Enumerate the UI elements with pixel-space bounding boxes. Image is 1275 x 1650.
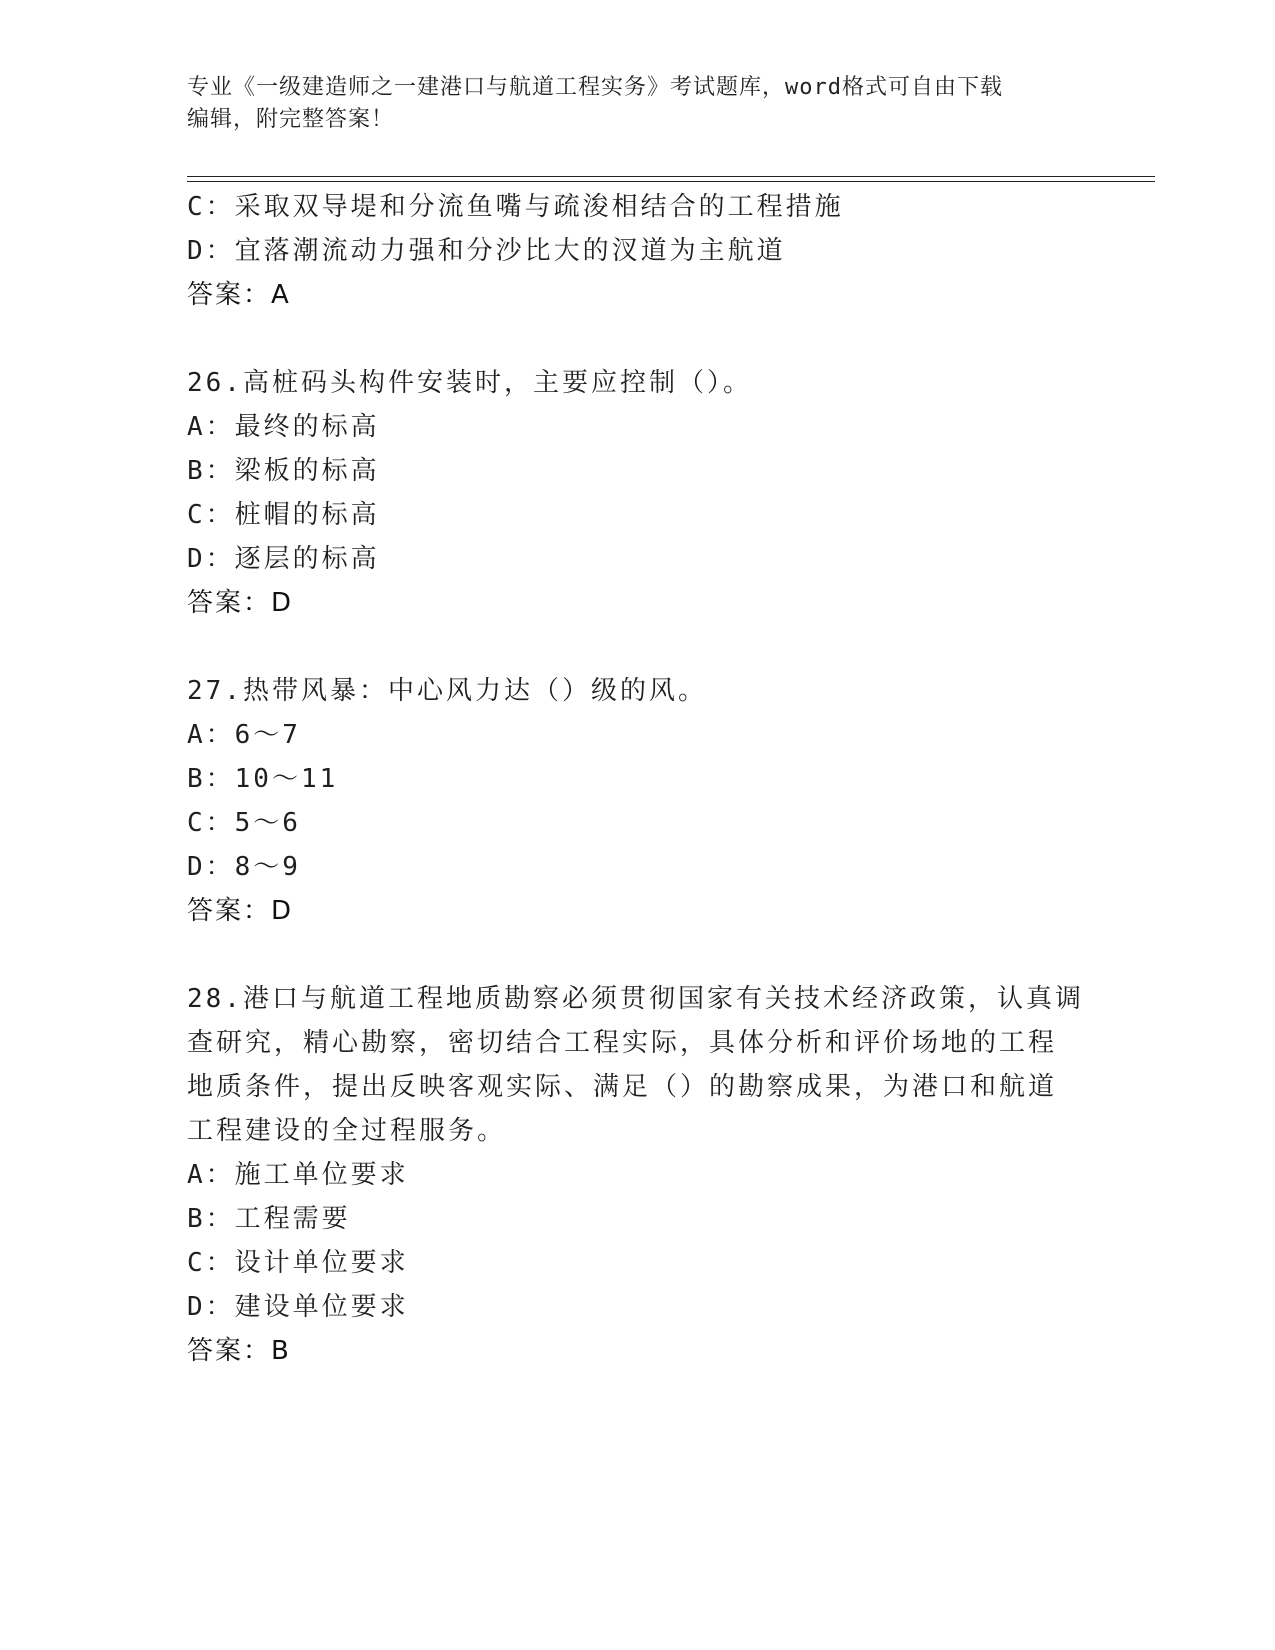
q28-answer: 答案：B	[187, 1336, 291, 1366]
q26-option-a: A：最终的标高	[187, 412, 380, 442]
document-header	[187, 72, 1087, 136]
q26-option-c: C：桩帽的标高	[187, 500, 380, 530]
q28-option-a: A：施工单位要求	[187, 1160, 409, 1190]
header-line-1: 专业《一级建造师之一建港口与航道工程实务》考试题库，word格式可自由下载	[187, 75, 1003, 100]
q27-stem: 27.热带风暴：中心风力达（）级的风。	[187, 676, 707, 706]
q26-option-d: D：逐层的标高	[187, 544, 380, 574]
q26-option-b: B：梁板的标高	[187, 456, 380, 486]
q27-option-d: D：8～9	[187, 852, 301, 882]
q28-option-b: B：工程需要	[187, 1204, 351, 1234]
q27-option-c: C：5～6	[187, 808, 301, 838]
prev-option-c: C：采取双导堤和分流鱼嘴与疏浚相结合的工程措施	[187, 192, 844, 222]
prev-option-d: D：宜落潮流动力强和分沙比大的汊道为主航道	[187, 236, 786, 266]
q28-stem-line-1: 28.港口与航道工程地质勘察必须贯彻国家有关技术经济政策，认真调	[187, 984, 1084, 1014]
q27-answer: 答案：D	[187, 896, 294, 926]
q28-stem-line-4: 工程建设的全过程服务。	[187, 1116, 507, 1146]
q27-option-a: A：6～7	[187, 720, 301, 750]
prev-answer: 答案：A	[187, 280, 291, 310]
header-line-2: 编辑，附完整答案！	[187, 107, 395, 132]
q28-stem-line-2: 查研究，精心勘察，密切结合工程实际，具体分析和评价场地的工程	[187, 1028, 1058, 1058]
q28-stem-line-3: 地质条件，提出反映客观实际、满足（）的勘察成果，为港口和航道	[187, 1072, 1058, 1102]
header-divider-top	[187, 176, 1155, 177]
q26-stem: 26.高桩码头构件安装时，主要应控制（）。	[187, 368, 752, 398]
q28-option-d: D：建设单位要求	[187, 1292, 409, 1322]
q28-option-c: C：设计单位要求	[187, 1248, 409, 1278]
q26-answer: 答案：D	[187, 588, 294, 618]
q27-option-b: B：10～11	[187, 764, 339, 794]
header-divider-bottom	[187, 181, 1155, 182]
